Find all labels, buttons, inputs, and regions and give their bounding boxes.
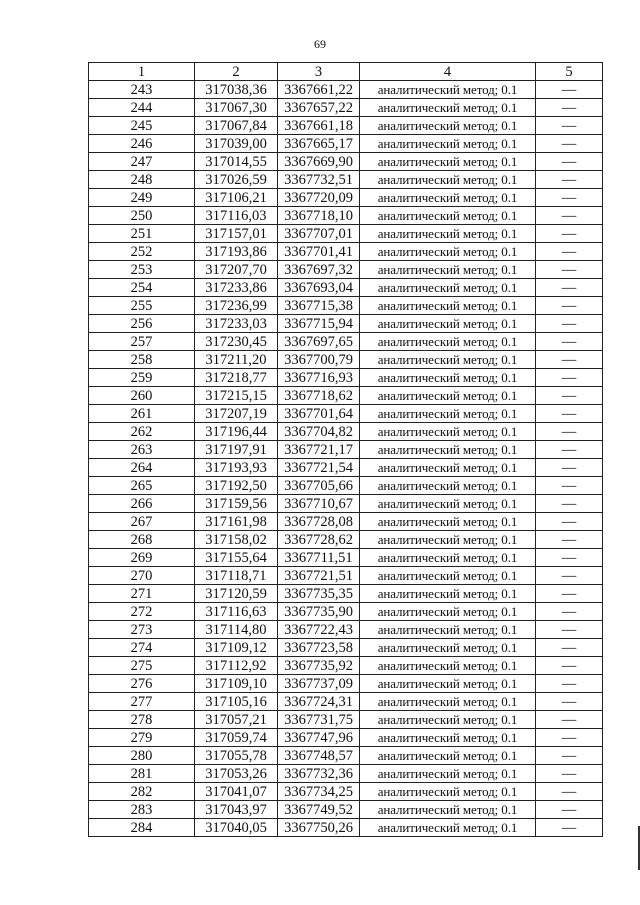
method-cell: аналитический метод; 0.1 (360, 693, 536, 711)
table-row (89, 531, 603, 549)
x-coordinate-cell: 317039,00 (195, 135, 278, 153)
method-cell: аналитический метод; 0.1 (360, 477, 536, 495)
note-cell: — (536, 819, 603, 837)
y-coordinate-cell: 3367718,62 (278, 387, 360, 405)
method-cell: аналитический метод; 0.1 (360, 243, 536, 261)
y-coordinate-cell: 3367722,43 (278, 621, 360, 639)
table-row (89, 99, 603, 117)
note-cell: — (536, 243, 603, 261)
point-number-cell: 255 (89, 297, 195, 315)
x-coordinate-cell: 317120,59 (195, 585, 278, 603)
note-cell: — (536, 531, 603, 549)
note-cell: — (536, 675, 603, 693)
point-number-cell: 251 (89, 225, 195, 243)
x-coordinate-cell: 317157,01 (195, 225, 278, 243)
table-row (89, 819, 603, 837)
method-cell: аналитический метод; 0.1 (360, 99, 536, 117)
note-cell: — (536, 189, 603, 207)
method-cell: аналитический метод; 0.1 (360, 783, 536, 801)
point-number-cell: 284 (89, 819, 195, 837)
note-cell: — (536, 477, 603, 495)
x-coordinate-cell: 317055,78 (195, 747, 278, 765)
table-row (89, 171, 603, 189)
method-cell: аналитический метод; 0.1 (360, 459, 536, 477)
point-number-cell: 262 (89, 423, 195, 441)
method-cell: аналитический метод; 0.1 (360, 81, 536, 99)
point-number-cell: 257 (89, 333, 195, 351)
x-coordinate-cell: 317193,93 (195, 459, 278, 477)
point-number-cell: 281 (89, 765, 195, 783)
y-coordinate-cell: 3367731,75 (278, 711, 360, 729)
x-coordinate-cell: 317159,56 (195, 495, 278, 513)
x-coordinate-cell: 317038,36 (195, 81, 278, 99)
x-coordinate-cell: 317041,07 (195, 783, 278, 801)
y-coordinate-cell: 3367693,04 (278, 279, 360, 297)
y-coordinate-cell: 3367723,58 (278, 639, 360, 657)
method-cell: аналитический метод; 0.1 (360, 675, 536, 693)
note-cell: — (536, 315, 603, 333)
note-cell: — (536, 567, 603, 585)
header-row (89, 63, 603, 81)
point-number-cell: 256 (89, 315, 195, 333)
point-number-cell: 249 (89, 189, 195, 207)
note-cell: — (536, 693, 603, 711)
x-coordinate-cell: 317109,10 (195, 675, 278, 693)
note-cell: — (536, 117, 603, 135)
y-coordinate-cell: 3367697,65 (278, 333, 360, 351)
y-coordinate-cell: 3367661,22 (278, 81, 360, 99)
method-cell: аналитический метод; 0.1 (360, 711, 536, 729)
note-cell: — (536, 261, 603, 279)
point-number-cell: 274 (89, 639, 195, 657)
table-row (89, 747, 603, 765)
point-number-cell: 282 (89, 783, 195, 801)
x-coordinate-cell: 317026,59 (195, 171, 278, 189)
x-coordinate-cell: 317059,74 (195, 729, 278, 747)
method-cell: аналитический метод; 0.1 (360, 297, 536, 315)
point-number-cell: 253 (89, 261, 195, 279)
y-coordinate-cell: 3367721,51 (278, 567, 360, 585)
method-cell: аналитический метод; 0.1 (360, 423, 536, 441)
table-row (89, 729, 603, 747)
note-cell: — (536, 603, 603, 621)
table-row (89, 207, 603, 225)
point-number-cell: 250 (89, 207, 195, 225)
table-row (89, 243, 603, 261)
coordinates-table (88, 62, 603, 837)
point-number-cell: 258 (89, 351, 195, 369)
y-coordinate-cell: 3367665,17 (278, 135, 360, 153)
table-row (89, 315, 603, 333)
point-number-cell: 259 (89, 369, 195, 387)
method-cell: аналитический метод; 0.1 (360, 531, 536, 549)
x-coordinate-cell: 317043,97 (195, 801, 278, 819)
y-coordinate-cell: 3367721,17 (278, 441, 360, 459)
note-cell: — (536, 765, 603, 783)
point-number-cell: 248 (89, 171, 195, 189)
method-cell: аналитический метод; 0.1 (360, 135, 536, 153)
note-cell: — (536, 459, 603, 477)
table-row (89, 477, 603, 495)
x-coordinate-cell: 317158,02 (195, 531, 278, 549)
point-number-cell: 267 (89, 513, 195, 531)
table-row (89, 297, 603, 315)
method-cell: аналитический метод; 0.1 (360, 765, 536, 783)
point-number-cell: 273 (89, 621, 195, 639)
table-row (89, 621, 603, 639)
method-cell: аналитический метод; 0.1 (360, 369, 536, 387)
note-cell: — (536, 405, 603, 423)
table-row (89, 801, 603, 819)
point-number-cell: 254 (89, 279, 195, 297)
method-cell: аналитический метод; 0.1 (360, 189, 536, 207)
method-cell: аналитический метод; 0.1 (360, 495, 536, 513)
x-coordinate-cell: 317014,55 (195, 153, 278, 171)
y-coordinate-cell: 3367721,54 (278, 459, 360, 477)
table-row (89, 711, 603, 729)
table-row (89, 549, 603, 567)
point-number-cell: 268 (89, 531, 195, 549)
x-coordinate-cell: 317218,77 (195, 369, 278, 387)
table-row (89, 639, 603, 657)
method-cell: аналитический метод; 0.1 (360, 351, 536, 369)
note-cell: — (536, 549, 603, 567)
y-coordinate-cell: 3367669,90 (278, 153, 360, 171)
note-cell: — (536, 585, 603, 603)
method-cell: аналитический метод; 0.1 (360, 819, 536, 837)
table-row (89, 387, 603, 405)
y-coordinate-cell: 3367715,38 (278, 297, 360, 315)
table-row (89, 351, 603, 369)
y-coordinate-cell: 3367707,01 (278, 225, 360, 243)
x-coordinate-cell: 317053,26 (195, 765, 278, 783)
table-row (89, 513, 603, 531)
table-row (89, 153, 603, 171)
method-cell: аналитический метод; 0.1 (360, 279, 536, 297)
table-row (89, 135, 603, 153)
header-col-1: 1 (89, 63, 195, 81)
y-coordinate-cell: 3367661,18 (278, 117, 360, 135)
table-row (89, 495, 603, 513)
method-cell: аналитический метод; 0.1 (360, 207, 536, 225)
y-coordinate-cell: 3367735,35 (278, 585, 360, 603)
method-cell: аналитический метод; 0.1 (360, 657, 536, 675)
x-coordinate-cell: 317236,99 (195, 297, 278, 315)
x-coordinate-cell: 317116,63 (195, 603, 278, 621)
point-number-cell: 243 (89, 81, 195, 99)
table-row (89, 585, 603, 603)
point-number-cell: 265 (89, 477, 195, 495)
x-coordinate-cell: 317196,44 (195, 423, 278, 441)
y-coordinate-cell: 3367724,31 (278, 693, 360, 711)
note-cell: — (536, 657, 603, 675)
x-coordinate-cell: 317109,12 (195, 639, 278, 657)
point-number-cell: 279 (89, 729, 195, 747)
note-cell: — (536, 333, 603, 351)
header-col-2: 2 (195, 63, 278, 81)
x-coordinate-cell: 317116,03 (195, 207, 278, 225)
method-cell: аналитический метод; 0.1 (360, 387, 536, 405)
note-cell: — (536, 441, 603, 459)
y-coordinate-cell: 3367701,41 (278, 243, 360, 261)
x-coordinate-cell: 317197,91 (195, 441, 278, 459)
method-cell: аналитический метод; 0.1 (360, 261, 536, 279)
x-coordinate-cell: 317067,84 (195, 117, 278, 135)
x-coordinate-cell: 317105,16 (195, 693, 278, 711)
y-coordinate-cell: 3367716,93 (278, 369, 360, 387)
table-row (89, 765, 603, 783)
method-cell: аналитический метод; 0.1 (360, 171, 536, 189)
x-coordinate-cell: 317118,71 (195, 567, 278, 585)
method-cell: аналитический метод; 0.1 (360, 603, 536, 621)
x-coordinate-cell: 317211,20 (195, 351, 278, 369)
point-number-cell: 245 (89, 117, 195, 135)
y-coordinate-cell: 3367737,09 (278, 675, 360, 693)
table-row (89, 369, 603, 387)
x-coordinate-cell: 317106,21 (195, 189, 278, 207)
note-cell: — (536, 783, 603, 801)
y-coordinate-cell: 3367748,57 (278, 747, 360, 765)
note-cell: — (536, 99, 603, 117)
x-coordinate-cell: 317112,92 (195, 657, 278, 675)
table-row (89, 333, 603, 351)
note-cell: — (536, 423, 603, 441)
point-number-cell: 266 (89, 495, 195, 513)
table-row (89, 441, 603, 459)
point-number-cell: 246 (89, 135, 195, 153)
table-row (89, 675, 603, 693)
method-cell: аналитический метод; 0.1 (360, 405, 536, 423)
point-number-cell: 272 (89, 603, 195, 621)
x-coordinate-cell: 317114,80 (195, 621, 278, 639)
x-coordinate-cell: 317215,15 (195, 387, 278, 405)
method-cell: аналитический метод; 0.1 (360, 315, 536, 333)
y-coordinate-cell: 3367720,09 (278, 189, 360, 207)
table-row (89, 189, 603, 207)
y-coordinate-cell: 3367705,66 (278, 477, 360, 495)
point-number-cell: 276 (89, 675, 195, 693)
method-cell: аналитический метод; 0.1 (360, 747, 536, 765)
x-coordinate-cell: 317233,86 (195, 279, 278, 297)
table-row (89, 81, 603, 99)
point-number-cell: 278 (89, 711, 195, 729)
method-cell: аналитический метод; 0.1 (360, 513, 536, 531)
table-body (89, 81, 603, 837)
method-cell: аналитический метод; 0.1 (360, 729, 536, 747)
note-cell: — (536, 639, 603, 657)
note-cell: — (536, 351, 603, 369)
x-coordinate-cell: 317040,05 (195, 819, 278, 837)
x-coordinate-cell: 317207,70 (195, 261, 278, 279)
point-number-cell: 264 (89, 459, 195, 477)
x-coordinate-cell: 317057,21 (195, 711, 278, 729)
y-coordinate-cell: 3367732,51 (278, 171, 360, 189)
method-cell: аналитический метод; 0.1 (360, 567, 536, 585)
method-cell: аналитический метод; 0.1 (360, 441, 536, 459)
y-coordinate-cell: 3367697,32 (278, 261, 360, 279)
point-number-cell: 270 (89, 567, 195, 585)
y-coordinate-cell: 3367700,79 (278, 351, 360, 369)
table-row (89, 225, 603, 243)
method-cell: аналитический метод; 0.1 (360, 117, 536, 135)
table-row (89, 279, 603, 297)
table-row (89, 693, 603, 711)
header-col-4: 4 (360, 63, 536, 81)
point-number-cell: 263 (89, 441, 195, 459)
point-number-cell: 252 (89, 243, 195, 261)
x-coordinate-cell: 317067,30 (195, 99, 278, 117)
method-cell: аналитический метод; 0.1 (360, 225, 536, 243)
note-cell: — (536, 207, 603, 225)
table-row (89, 405, 603, 423)
point-number-cell: 261 (89, 405, 195, 423)
table-row (89, 657, 603, 675)
y-coordinate-cell: 3367735,92 (278, 657, 360, 675)
point-number-cell: 269 (89, 549, 195, 567)
x-coordinate-cell: 317192,50 (195, 477, 278, 495)
note-cell: — (536, 747, 603, 765)
method-cell: аналитический метод; 0.1 (360, 585, 536, 603)
x-coordinate-cell: 317155,64 (195, 549, 278, 567)
note-cell: — (536, 711, 603, 729)
point-number-cell: 260 (89, 387, 195, 405)
method-cell: аналитический метод; 0.1 (360, 153, 536, 171)
table-row (89, 783, 603, 801)
table-row (89, 567, 603, 585)
y-coordinate-cell: 3367704,82 (278, 423, 360, 441)
y-coordinate-cell: 3367749,52 (278, 801, 360, 819)
y-coordinate-cell: 3367734,25 (278, 783, 360, 801)
method-cell: аналитический метод; 0.1 (360, 801, 536, 819)
x-coordinate-cell: 317161,98 (195, 513, 278, 531)
note-cell: — (536, 369, 603, 387)
note-cell: — (536, 135, 603, 153)
y-coordinate-cell: 3367747,96 (278, 729, 360, 747)
note-cell: — (536, 513, 603, 531)
table-row (89, 423, 603, 441)
table-row (89, 117, 603, 135)
method-cell: аналитический метод; 0.1 (360, 621, 536, 639)
header-col-5: 5 (536, 63, 603, 81)
y-coordinate-cell: 3367732,36 (278, 765, 360, 783)
note-cell: — (536, 297, 603, 315)
y-coordinate-cell: 3367728,08 (278, 513, 360, 531)
x-coordinate-cell: 317207,19 (195, 405, 278, 423)
point-number-cell: 244 (89, 99, 195, 117)
header-col-3: 3 (278, 63, 360, 81)
note-cell: — (536, 279, 603, 297)
y-coordinate-cell: 3367715,94 (278, 315, 360, 333)
note-cell: — (536, 495, 603, 513)
point-number-cell: 277 (89, 693, 195, 711)
point-number-cell: 247 (89, 153, 195, 171)
y-coordinate-cell: 3367710,67 (278, 495, 360, 513)
point-number-cell: 271 (89, 585, 195, 603)
y-coordinate-cell: 3367728,62 (278, 531, 360, 549)
note-cell: — (536, 225, 603, 243)
method-cell: аналитический метод; 0.1 (360, 639, 536, 657)
note-cell: — (536, 801, 603, 819)
y-coordinate-cell: 3367701,64 (278, 405, 360, 423)
table-row (89, 459, 603, 477)
table-row (89, 603, 603, 621)
y-coordinate-cell: 3367750,26 (278, 819, 360, 837)
point-number-cell: 275 (89, 657, 195, 675)
page-number: 69 (314, 37, 326, 51)
x-coordinate-cell: 317193,86 (195, 243, 278, 261)
note-cell: — (536, 387, 603, 405)
note-cell: — (536, 621, 603, 639)
y-coordinate-cell: 3367711,51 (278, 549, 360, 567)
y-coordinate-cell: 3367735,90 (278, 603, 360, 621)
note-cell: — (536, 153, 603, 171)
point-number-cell: 283 (89, 801, 195, 819)
note-cell: — (536, 171, 603, 189)
note-cell: — (536, 81, 603, 99)
method-cell: аналитический метод; 0.1 (360, 549, 536, 567)
table-header (89, 63, 603, 81)
x-coordinate-cell: 317230,45 (195, 333, 278, 351)
y-coordinate-cell: 3367718,10 (278, 207, 360, 225)
point-number-cell: 280 (89, 747, 195, 765)
method-cell: аналитический метод; 0.1 (360, 333, 536, 351)
x-coordinate-cell: 317233,03 (195, 315, 278, 333)
note-cell: — (536, 729, 603, 747)
table-row (89, 261, 603, 279)
y-coordinate-cell: 3367657,22 (278, 99, 360, 117)
